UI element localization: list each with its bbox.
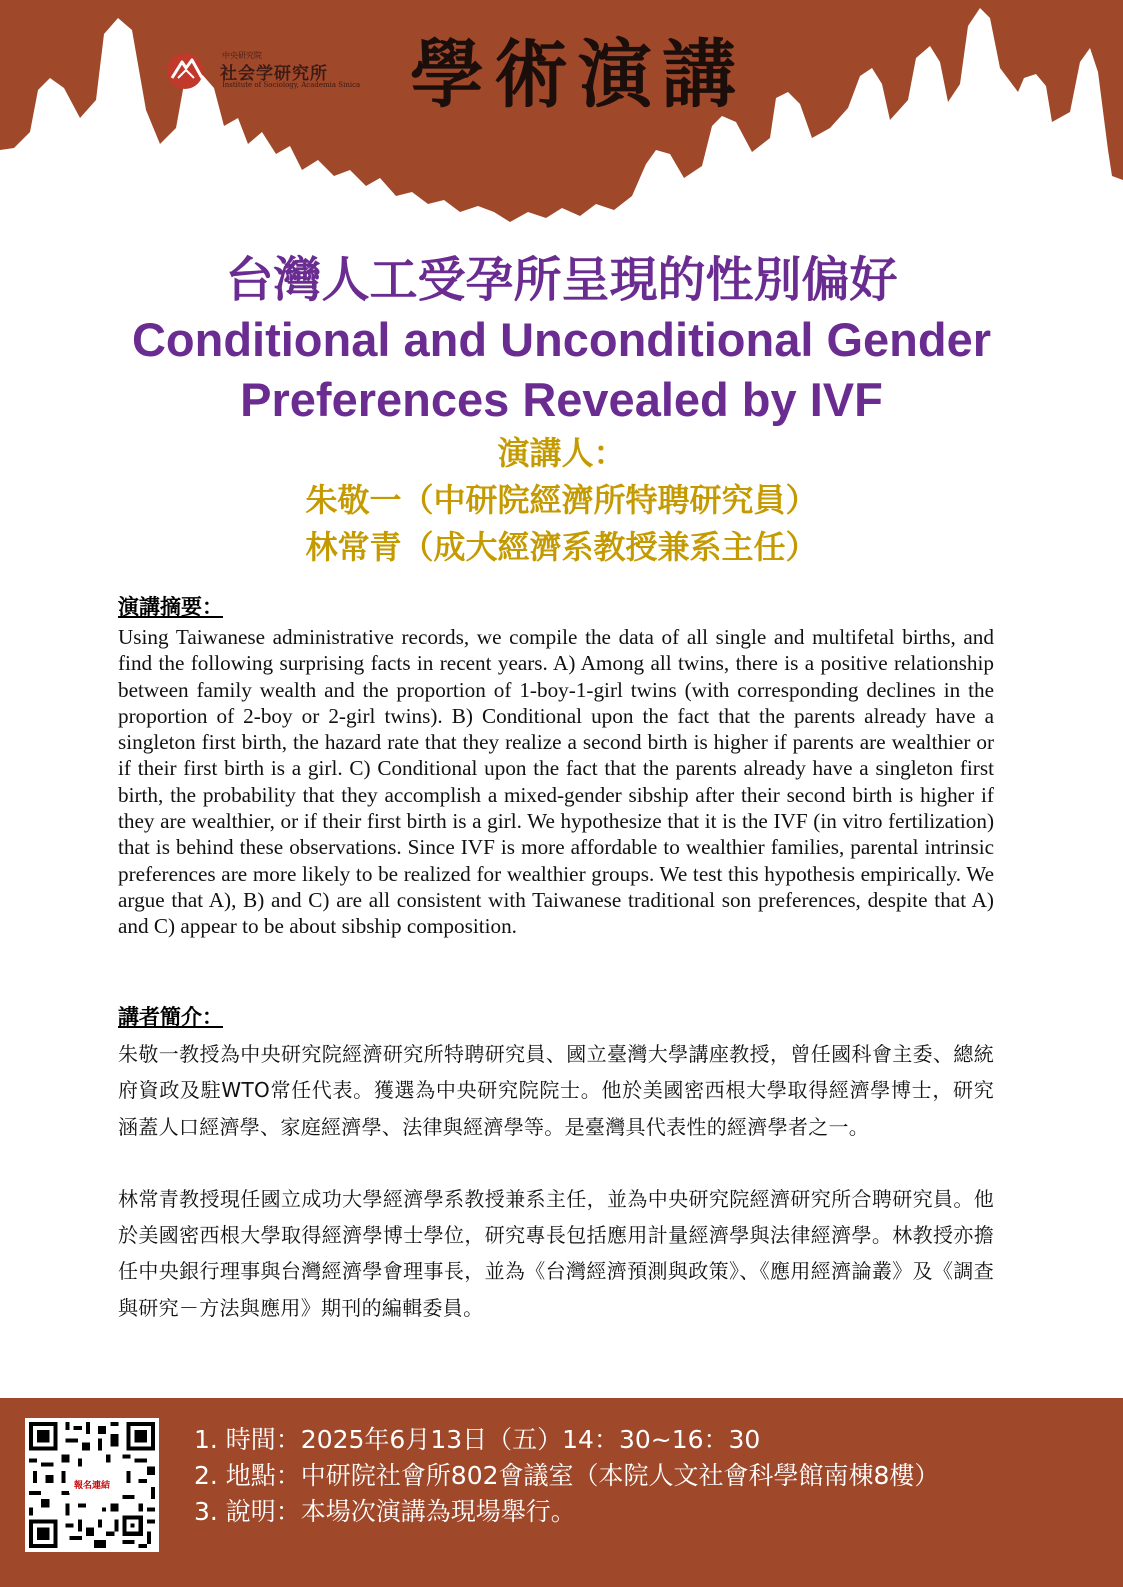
- institute-logo: [164, 50, 361, 94]
- talk-title-chinese: 台灣人工受孕所呈現的性別偏好: [225, 252, 898, 308]
- speaker-label: 演講人：: [497, 434, 626, 472]
- event-info-footer: [0, 1398, 1123, 1587]
- institute-name: 社会学研究所: [220, 64, 328, 84]
- talk-title-english-line-1: Conditional and Unconditional Gender: [131, 313, 992, 366]
- abstract-section: [118, 594, 994, 940]
- banner-title: 學術演講: [410, 32, 746, 118]
- institute-parent-name: 中央研究院: [222, 51, 262, 60]
- speaker-bio-section: [118, 1004, 994, 1326]
- event-location: 2. 地點：中研院社會所802會議室（本院人文社會科學館南棟8樓）: [194, 1461, 940, 1490]
- bio-paragraph: 朱敬一教授為中央研究院經濟研究所特聘研究員、國立臺灣大學講座教授，曾任國科會主委、總統府資政及駐WTO常任代表。獲選為中央研究院院士。他於美國密西根大學取得經濟學博士，研究涵蓋人口經濟學、家庭經濟學、法律與經濟學等。是臺灣具代表性的經濟學者之一。: [118, 1042, 994, 1139]
- talk-title-english: [0, 310, 1123, 430]
- institute-emblem-icon: [164, 52, 210, 90]
- registration-qr-code[interactable]: [25, 1418, 159, 1552]
- event-time: 1. 時間：2025年6月13日（五）14：30~16：30: [194, 1425, 761, 1454]
- speaker-item: 朱敬一（中研院經濟所特聘研究員）: [305, 481, 818, 519]
- bio-paragraph: 林常青教授現任國立成功大學經濟學系教授兼系主任，並為中央研究院經濟研究所合聘研究員。他於美國密西根大學取得經濟學博士學位，研究專長包括應用計量經濟學與法律經濟學。林教授亦擔任中央銀行理事與台灣經濟學會理事長，並為《台灣經濟預測與政策》、《應用經濟論叢》及《調查與研究－方法與應用》期刊的編輯委員。: [118, 1186, 994, 1320]
- institute-english-name: Institute of Sociology, Academia Sinica: [222, 81, 361, 89]
- qr-registration-label: 報名連結: [69, 1479, 115, 1493]
- abstract-text: Using Taiwanese administrative records, we compile the data of all single and multifetal births, and find the following surprising facts in recent years. A) Among all twins, there is a positive relationship between family wealth and the proportion of 1-boy-1-girl twins (with corresponding declines in the proportion of 2-boy or 2-girl twins). B) Conditional upon the fact that the parents already have a singleton first birth, the hazard rate that they realize a second birth is higher if parents are wealthier or if their first birth is a girl. C) Conditional upon the fact that the parents already have a singleton first birth, the probability that they accomplish a mixed-gender sibship after their second birth is higher if they are wealthier, or if their first birth is a girl. We hypothesize that it is the IVF (in vitro fertilization) that is behind these observations. Since IVF is more affordable to wealthier families, parental intrinsic preferences are more likely to be realized for wealthier groups. We test this hypothesis empirically. We argue that A), B) and C) are all consistent with Taiwanese traditional son preferences, despite that A) and C) appear to be about sibship composition.: [118, 625, 994, 939]
- event-note: 3. 說明：本場次演講為現場舉行。: [194, 1497, 576, 1526]
- abstract-heading: 演講摘要：: [118, 595, 223, 619]
- event-details: [194, 1422, 939, 1530]
- header-banner: [0, 0, 1123, 240]
- speaker-item: 林常青（成大經濟系教授兼系主任）: [305, 528, 818, 566]
- speaker-block: [0, 430, 1123, 571]
- bio-heading: 講者簡介：: [118, 1005, 223, 1029]
- talk-title-english-line-2: Preferences Revealed by IVF: [240, 373, 883, 426]
